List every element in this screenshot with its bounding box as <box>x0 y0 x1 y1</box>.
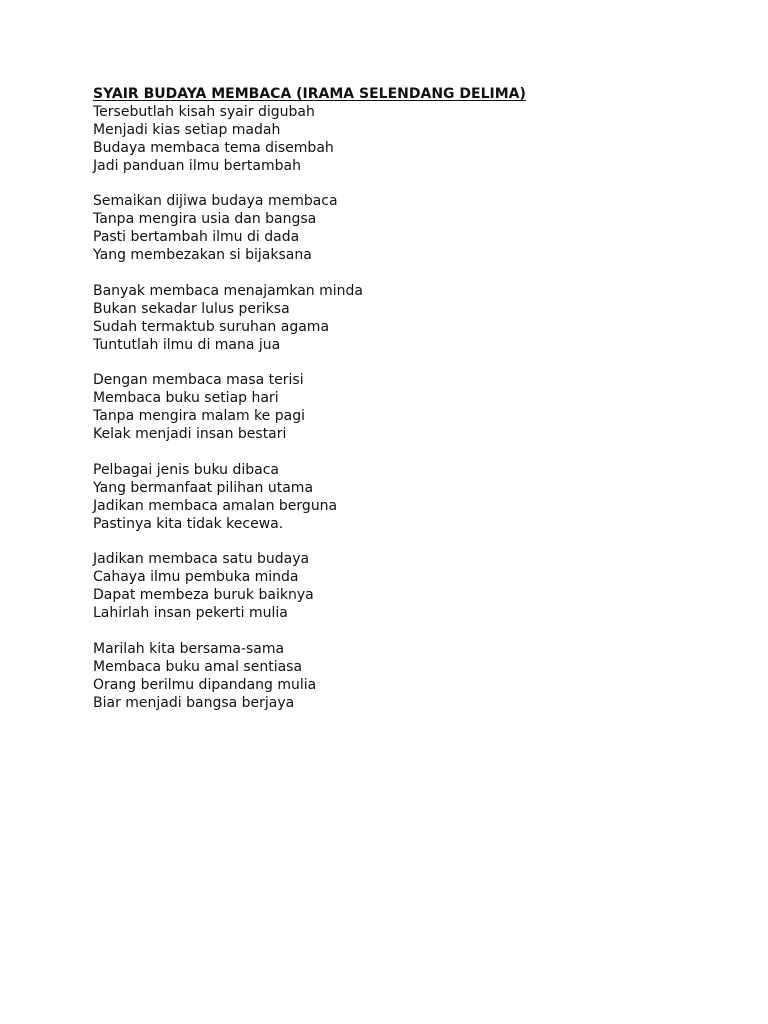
poem-line: Tersebutlah kisah syair digubah <box>93 103 315 120</box>
poem-line: Orang berilmu dipandang mulia <box>93 676 317 693</box>
poem-line: Biar menjadi bangsa berjaya <box>93 694 295 711</box>
poem-line: Membaca buku amal sentiasa <box>93 658 303 675</box>
poem-line: Tanpa mengira usia dan bangsa <box>93 211 317 228</box>
poem-line: Budaya membaca tema disembah <box>93 139 334 156</box>
stanza <box>93 462 693 534</box>
poem-line: Lahirlah insan pekerti mulia <box>93 605 288 622</box>
stanza <box>93 551 693 623</box>
poem-line: Sudah termaktub suruhan agama <box>93 318 330 335</box>
poem-line: Dengan membaca masa terisi <box>93 372 304 389</box>
stanza <box>93 193 693 265</box>
poem-line: Bukan sekadar lulus periksa <box>93 300 290 317</box>
stanza <box>93 372 693 444</box>
stanza <box>93 104 693 176</box>
poem-line: Jadi panduan ilmu bertambah <box>93 157 301 174</box>
poem <box>93 86 693 713</box>
stanza <box>93 283 693 355</box>
poem-line: Banyak membaca menajamkan minda <box>93 282 363 299</box>
poem-line: Jadikan membaca satu budaya <box>93 551 310 568</box>
poem-line: Pasti bertambah ilmu di dada <box>93 229 300 246</box>
poem-line: Pelbagai jenis buku dibaca <box>93 461 280 478</box>
poem-line: Pastinya kita tidak kecewa. <box>93 515 284 532</box>
stanza <box>93 641 693 713</box>
poem-line: Menjadi kias setiap madah <box>93 121 281 138</box>
poem-line: Marilah kita bersama-sama <box>93 641 285 657</box>
poem-line: Tanpa mengira malam ke pagi <box>93 408 305 425</box>
poem-line: Membaca buku setiap hari <box>93 390 279 407</box>
poem-line: Yang bermanfaat pilihan utama <box>93 479 314 496</box>
poem-line: Jadikan membaca amalan berguna <box>93 497 338 514</box>
poem-line: Kelak menjadi insan bestari <box>93 426 287 443</box>
poem-line: Dapat membeza buruk baiknya <box>93 587 314 604</box>
poem-title: SYAIR BUDAYA MEMBACA (IRAMA SELENDANG DELIMA) <box>93 86 526 102</box>
poem-line: Semaikan dijiwa budaya membaca <box>93 193 338 210</box>
poem-line: Tuntutlah ilmu di mana jua <box>93 336 281 353</box>
poem-line: Cahaya ilmu pembuka minda <box>93 569 299 586</box>
poem-line: Yang membezakan si bijaksana <box>93 247 312 264</box>
